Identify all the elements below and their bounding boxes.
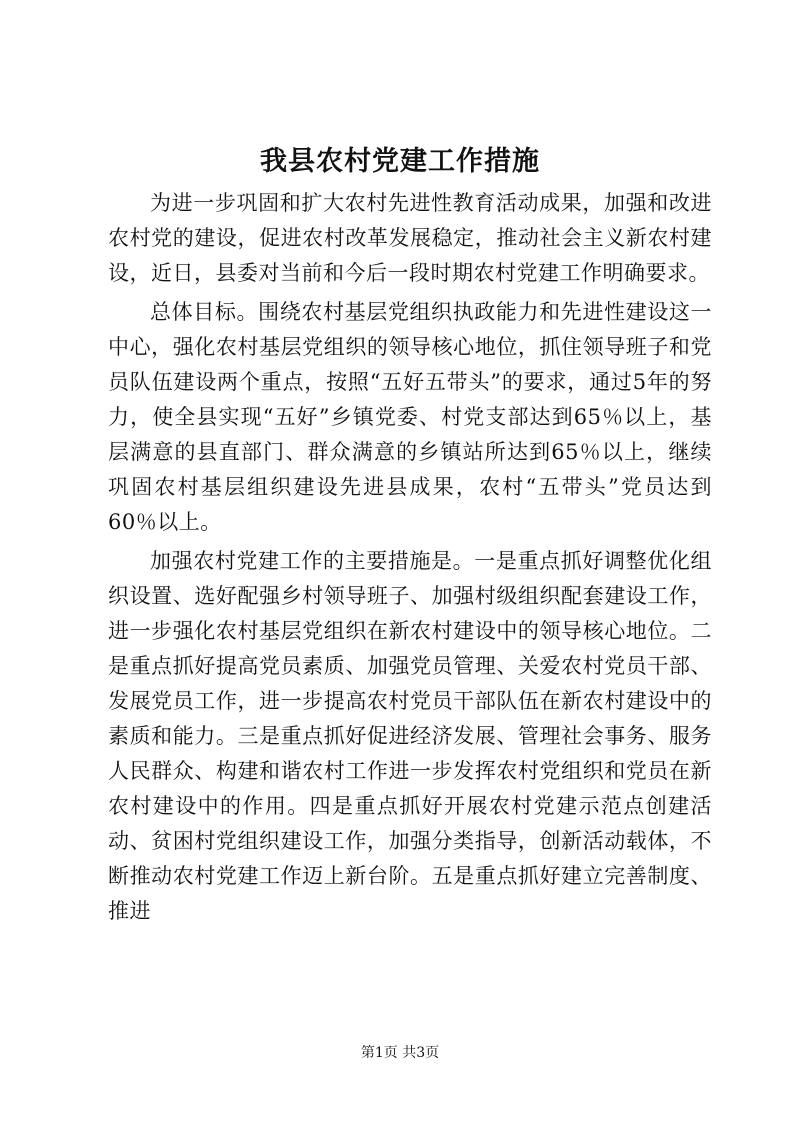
page-number-footer: 第1页 共3页 — [360, 1045, 440, 1061]
document-title: 我县农村党建工作措施 — [260, 146, 540, 177]
document-body — [108, 186, 712, 933]
paragraph-main-measures: 加强农村党建工作的主要措施是。一是重点抓好调整优化组织设置、选好配强乡村领导班子、加强村级组织配套建设工作，进一步强化农村基层党组织在新农村建设中的领导核心地位。二是重点抓好提高党员素质、加强党员管理、关爱农村党员干部、发展党员工作，进一步提高农村党员干部队伍在新农村建设中的素质和能力。三是重点抓好促进经济发展、管理社会事务、服务人民群众、构建和谐农村工作进一步发挥农村党组织和党员在新农村建设中的作用。四是重点抓好开展农村党建示范点创建活动、贫困村党组织建设工作，加强分类指导，创新活动载体，不断推动农村党建工作迈上新台阶。五是重点抓好建立完善制度、推进 — [108, 549, 712, 923]
paragraph-overall-goal: 总体目标。围绕农村基层党组织执政能力和先进性建设这一中心，强化农村基层党组织的领导核心地位，抓住领导班子和党员队伍建设两个重点，按照“五好五带头”的要求，通过5年的努力，使全县实现“五好”乡镇党委、村党支部达到65％以上，基层满意的县直部门、群众满意的乡镇站所达到65％以上，继续巩固农村基层组织建设先进县成果，农村“五带头”党员达到60％以上。 — [108, 300, 712, 534]
paragraph-intro: 为进一步巩固和扩大农村先进性教育活动成果，加强和改进农村党的建设，促进农村改革发展稳定，推动社会主义新农村建设，近日，县委对当前和今后一段时期农村党建工作明确要求。 — [108, 191, 712, 285]
